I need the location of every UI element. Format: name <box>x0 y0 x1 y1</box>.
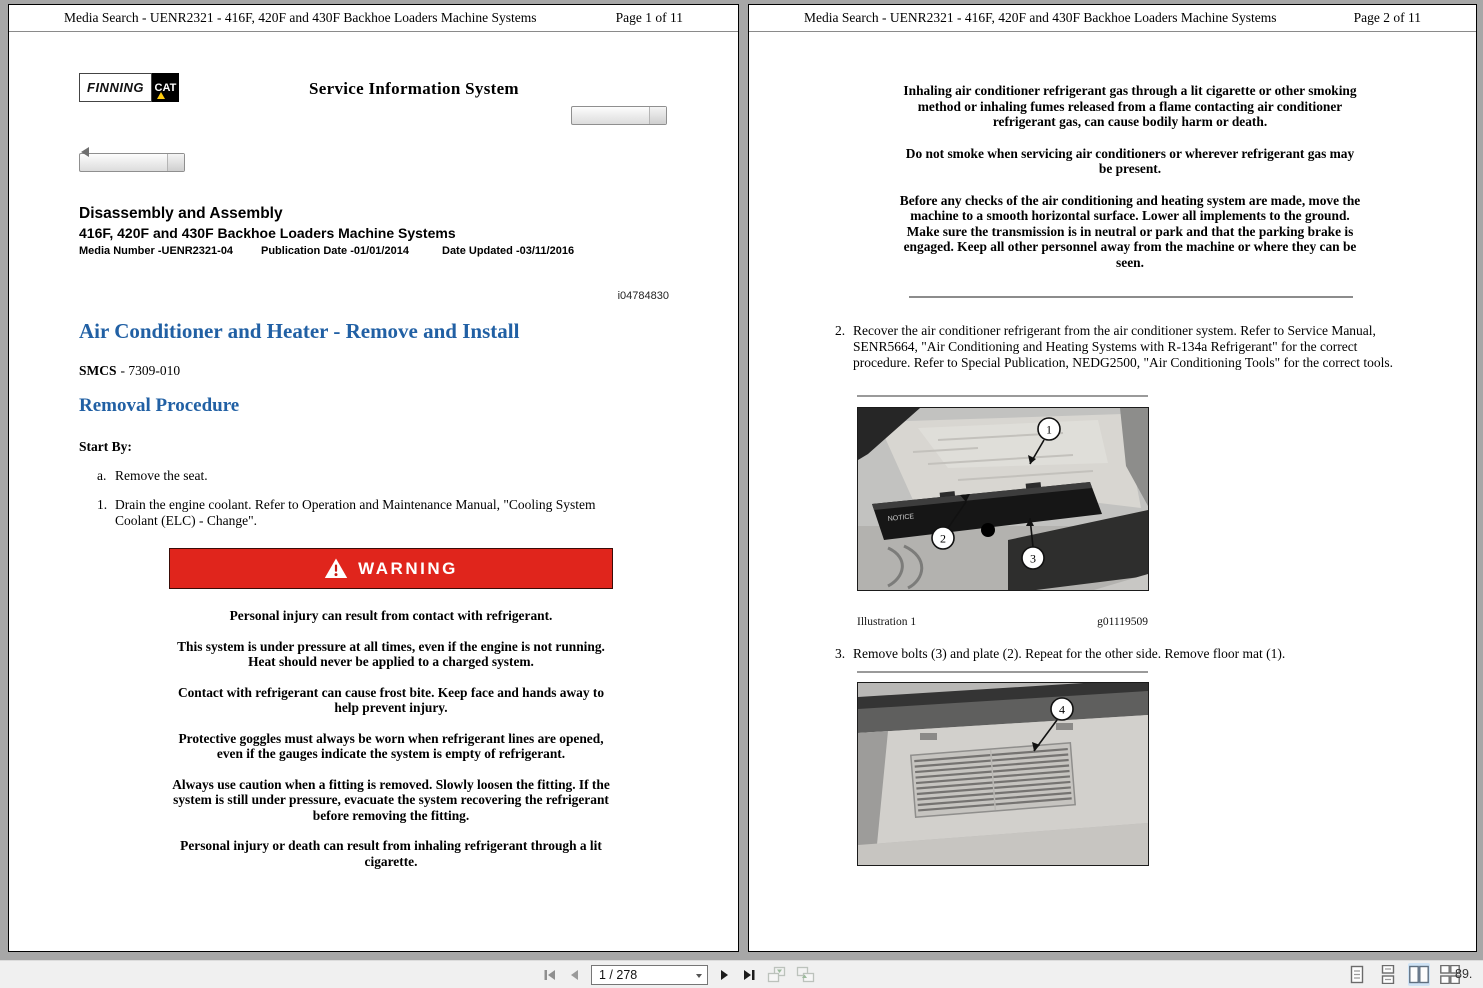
two-page-icon <box>1409 965 1429 984</box>
warning-paragraph: Inhaling air conditioner refrigerant gas through a lit cigarette or other smoking method or inhaling fumes released from a flame contacting air conditioner refrigerant gas, can cause bodily harm or death. <box>903 83 1357 129</box>
section-title: Air Conditioner and Heater - Remove and Install <box>79 319 520 343</box>
document-meta-row <box>79 245 639 257</box>
previous-view-icon <box>766 966 787 983</box>
list-marker: 2. <box>835 323 846 338</box>
illustration-2-image <box>858 683 1148 865</box>
continuous-scroll-view-button[interactable] <box>1377 963 1399 986</box>
warning-paragraph: This system is under pressure at all times, even if the engine is not running. Heat should never be applied to a charged system. <box>177 638 605 669</box>
list-marker: 3. <box>835 646 846 661</box>
illustration-1-caption <box>857 616 1148 628</box>
list-item <box>97 468 637 484</box>
subsection-title: Removal Procedure <box>79 395 240 416</box>
media-number: Media Number -UENR2321-04 <box>79 245 234 257</box>
sis-dropdown-left <box>79 153 185 172</box>
cat-logo-text: CAT <box>154 81 177 94</box>
page2-header-page-number: Page 2 of 11 <box>1353 10 1421 25</box>
previous-page-icon <box>569 968 581 982</box>
warning-paragraph: Contact with refrigerant can cause frost bite. Keep face and hands away to help prevent injury. <box>177 684 605 715</box>
cat-triangle-icon <box>157 92 165 99</box>
publication-date: Publication Date -01/01/2014 <box>261 245 409 257</box>
start-by-label: Start By: <box>79 439 132 454</box>
list-text: Remove the seat. <box>115 468 208 483</box>
page2-header-title: Media Search - UENR2321 - 416F, 420F and 430F Backhoe Loaders Machine Systems <box>804 10 1277 25</box>
last-page-icon <box>741 968 757 982</box>
section-divider <box>909 296 1353 298</box>
single-page-view-button[interactable] <box>1346 963 1368 986</box>
callout-3: 3 <box>1030 551 1036 566</box>
illustration-1-plate-label: NOTICE <box>887 513 915 523</box>
pdf-page-2 <box>748 4 1477 952</box>
warning-text-block <box>899 83 1361 286</box>
document-title-line2: 416F, 420F and 430F Backhoe Loaders Machine Systems <box>79 225 456 241</box>
zoom-level-text[interactable]: 89. <box>1455 967 1473 981</box>
smcs-line <box>79 363 180 379</box>
warning-paragraph: Do not smoke when servicing air conditioners or wherever refrigerant gas may be present. <box>905 145 1355 176</box>
next-page-icon <box>718 968 730 982</box>
single-page-icon <box>1350 965 1364 984</box>
document-title-block <box>79 205 456 241</box>
two-page-view-button[interactable] <box>1408 963 1430 986</box>
illustration-1-photo <box>857 407 1149 591</box>
illustration-1-image <box>858 408 1148 590</box>
page2-running-header <box>749 5 1476 32</box>
warning-paragraph: Personal injury or death can result from inhaling refrigerant through a lit cigarette. <box>180 838 602 869</box>
last-page-button[interactable] <box>740 964 758 986</box>
back-arrow-icon <box>81 147 89 157</box>
page-layout-controls <box>1346 961 1461 988</box>
previous-view-button[interactable] <box>765 964 787 986</box>
warning-paragraph: Always use caution when a fitting is removed. Slowly loosen the fitting. If the system is still under pressure, evacuate the system recovering the refrigerant before removing the fitting. <box>172 776 610 823</box>
list-item <box>835 323 1401 371</box>
page1-header-title: Media Search - UENR2321 - 416F, 420F and 430F Backhoe Loaders Machine Systems <box>64 10 537 25</box>
document-ref-id: i04784830 <box>617 290 669 302</box>
page1-header-page-number: Page 1 of 11 <box>615 10 683 25</box>
first-page-icon <box>542 968 558 982</box>
list-text: Remove bolts (3) and plate (2). Repeat for the other side. Remove floor mat (1). <box>853 646 1286 661</box>
page1-running-header <box>9 5 738 32</box>
callout-4: 4 <box>1059 702 1065 717</box>
warning-banner-label: WARNING <box>358 558 458 578</box>
callout-2: 2 <box>940 531 946 546</box>
list-text: Drain the engine coolant. Refer to Operation and Maintenance Manual, "Cooling System Coolant (ELC) - Change". <box>115 497 596 528</box>
smcs-label: SMCS <box>79 363 117 378</box>
page-navigation <box>541 961 816 988</box>
list-text: Recover the air conditioner refrigerant from the air conditioner system. Refer to Service Manual, SENR5664, "Air Conditioning and Heating Systems with R-134a Refrigerant" for the correct procedure. Refer to Special Publication, NEDG2500, "Air Conditioning Tools" for the correct tools. <box>853 323 1393 370</box>
sis-banner-title: Service Information System <box>309 79 519 98</box>
viewer-toolbar <box>0 960 1483 988</box>
warning-text-block <box>167 608 615 884</box>
illustration-2-photo <box>857 682 1149 866</box>
list-item <box>97 497 629 529</box>
illustration-divider <box>857 671 1148 673</box>
sis-dropdown-top-right <box>571 106 667 125</box>
illustration-1-figure-ref: g01119509 <box>1097 616 1148 628</box>
previous-page-button[interactable] <box>566 964 584 986</box>
warning-paragraph: Personal injury can result from contact with refrigerant. <box>229 608 553 623</box>
list-marker: 1. <box>97 497 108 512</box>
warning-paragraph: Before any checks of the air conditioning and heating system are made, move the machine to a smooth horizontal surface. Lower all implements to the ground. Make sure the transmission is in neutral or park and that the parking brake is engaged. Keep all other personnel away from the machine or where they can be seen. <box>899 192 1361 270</box>
callout-1: 1 <box>1046 422 1052 437</box>
smcs-value: - 7309-010 <box>120 363 181 378</box>
illustration-divider <box>857 395 1148 397</box>
date-updated: Date Updated -03/11/2016 <box>442 245 575 257</box>
next-page-button[interactable] <box>715 964 733 986</box>
finning-logo: FINNING <box>79 73 152 102</box>
next-view-icon <box>795 966 816 983</box>
finning-cat-logo <box>79 73 179 102</box>
warning-paragraph: Protective goggles must always be worn when refrigerant lines are opened, even if the gauges indicate the system is empty of refrigerant. <box>178 730 604 761</box>
page-number-input[interactable] <box>591 965 708 985</box>
first-page-button[interactable] <box>541 964 559 986</box>
warning-banner <box>169 548 613 589</box>
continuous-scroll-icon <box>1381 965 1395 984</box>
page-indicator-wrap <box>591 965 708 985</box>
illustration-1-caption-label: Illustration 1 <box>857 616 917 628</box>
page-dropdown-icon[interactable] <box>696 974 702 978</box>
list-marker: a. <box>97 468 107 483</box>
next-view-button[interactable] <box>794 964 816 986</box>
warning-triangle-icon <box>324 558 348 579</box>
pdf-page-1 <box>8 4 739 952</box>
cat-logo <box>152 73 179 102</box>
document-title-line1: Disassembly and Assembly <box>79 205 283 222</box>
list-item <box>835 646 1415 662</box>
